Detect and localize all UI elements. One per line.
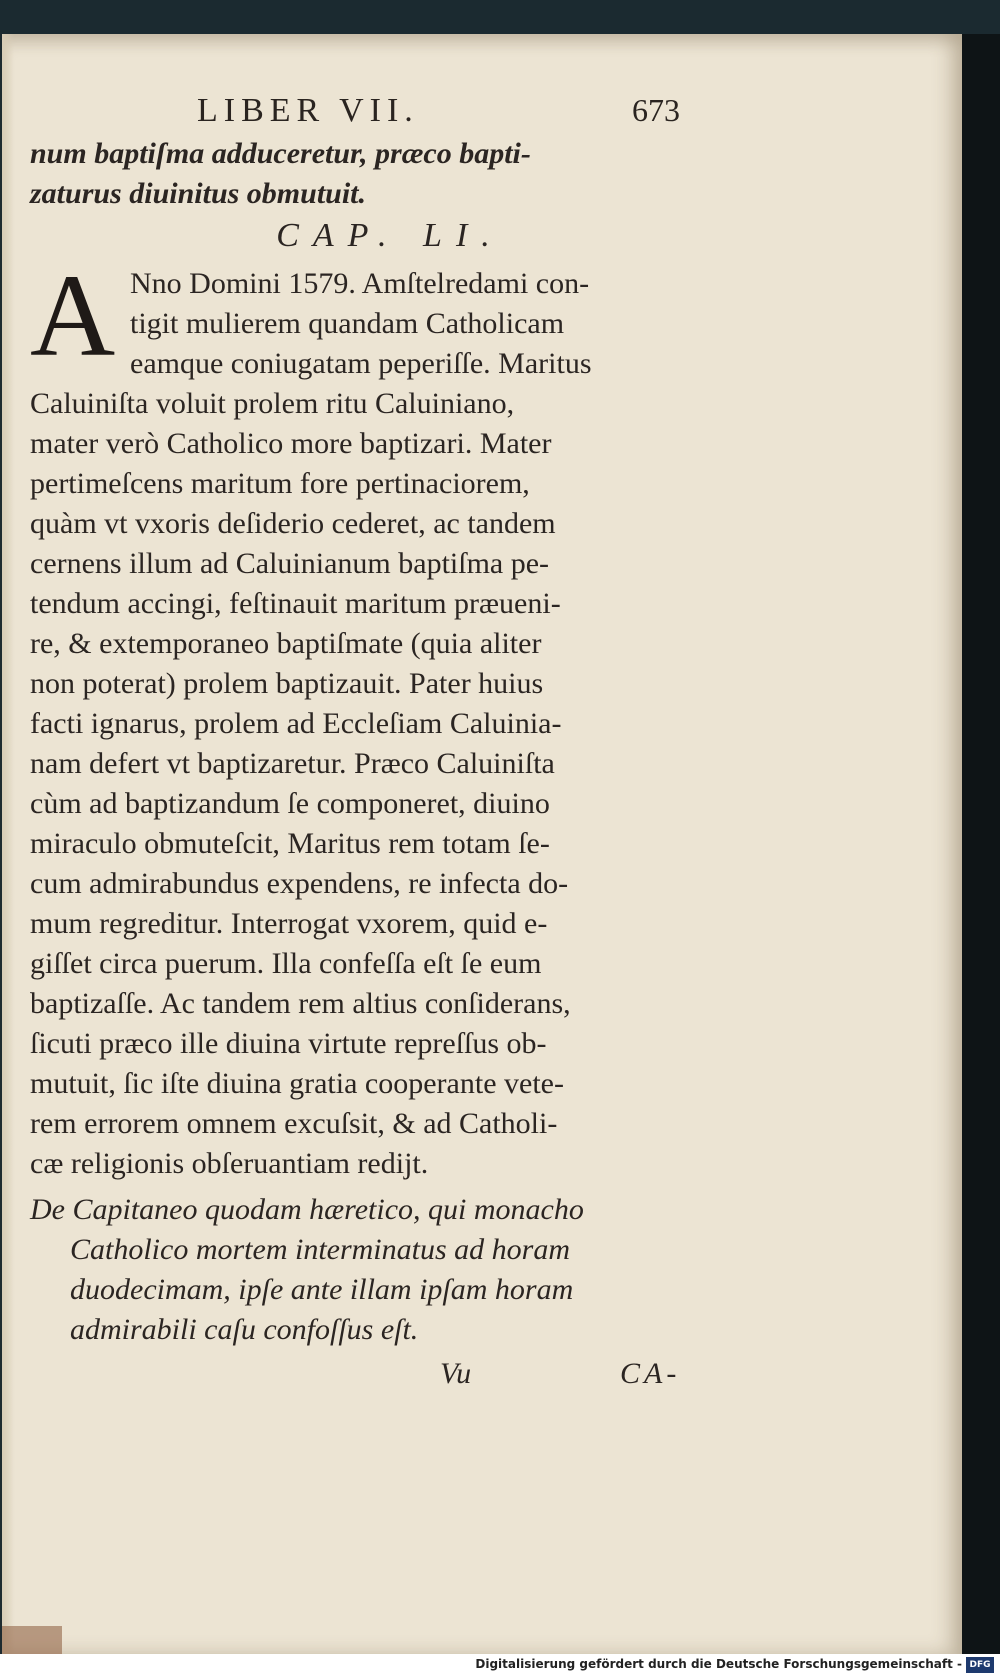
page-gutter-shadow	[2, 34, 14, 1654]
catchwords	[30, 1354, 710, 1398]
body-line: pertimeſcens maritum fore pertinaciorem,	[30, 467, 530, 500]
continued-chapter-title	[30, 134, 710, 214]
title-line: admirabili caſu confoſſus eſt.	[70, 1313, 419, 1346]
title-line: num baptiſma adduceretur, præco bapti-	[30, 137, 531, 170]
body-line: re, & extemporaneo baptiſmate (quia aliter	[30, 627, 542, 660]
body-line: giſſet circa puerum. Illa confeſſa eſt ſe eum	[30, 947, 542, 980]
book-page	[2, 34, 962, 1654]
body-line: cernens illum ad Caluinianum baptiſma pe-	[30, 547, 550, 580]
title-line: duodecimam, ipſe ante illam ipſam horam	[70, 1273, 574, 1306]
scan-background-top	[0, 0, 1000, 34]
body-line: mater verò Catholico more baptizari. Mater	[30, 427, 552, 460]
body-line: miraculo obmuteſcit, Maritus rem totam ſe-	[30, 827, 550, 860]
body-line: baptizaſſe. Ac tandem rem altius conſiderans,	[30, 987, 571, 1020]
body-line: mum regreditur. Interrogat vxorem, quid e-	[30, 907, 548, 940]
scan-background-right	[960, 34, 1000, 1654]
dfg-logo-icon: DFG	[966, 1657, 994, 1673]
chapter-body	[30, 250, 710, 1184]
body-line: Caluiniſta voluit prolem ritu Caluiniano,	[30, 387, 515, 420]
body-line: Nno Domini 1579. Amſtelredami con-	[130, 267, 590, 300]
signature-mark: Vu	[440, 1357, 472, 1390]
digitization-footer	[0, 1654, 1000, 1677]
page-stain	[2, 1626, 62, 1654]
body-line: nam defert vt baptizaretur. Præco Caluiniſta	[30, 747, 555, 780]
title-line: De Capitaneo quodam hæretico, qui monacho	[30, 1193, 584, 1226]
page-number: 673	[632, 92, 680, 128]
title-line: zaturus diuinitus obmutuit.	[30, 177, 367, 210]
body-line: tendum accingi, feſtinauit maritum præueni-	[30, 587, 561, 620]
title-line: Catholico mortem interminatus ad horam	[70, 1233, 570, 1266]
body-line: cùm ad baptizandum ſe componeret, diuino	[30, 787, 550, 820]
body-line: mutuit, ſic iſte diuina gratia cooperante vete-	[30, 1067, 564, 1100]
drop-cap-initial: A	[30, 250, 116, 381]
body-line: cum admirabundus expendens, re infecta do-	[30, 867, 569, 900]
footer-credit: Digitalisierung gefördert durch die Deutsche Forschungsgemeinschaft -	[475, 1657, 962, 1671]
body-line: quàm vt vxoris deſiderio cederet, ac tandem	[30, 507, 556, 540]
running-head: LIBER VII.	[197, 92, 419, 129]
body-line: cæ religionis obſeruantiam redijt.	[30, 1147, 429, 1180]
catchword: CA-	[620, 1357, 681, 1390]
page-text	[30, 134, 710, 1398]
body-line: facti ignarus, prolem ad Eccleſiam Caluinia-	[30, 707, 562, 740]
body-line: tigit mulierem quandam Catholicam	[130, 307, 565, 340]
body-line: rem errorem omnem excuſsit, & ad Catholi-	[30, 1107, 558, 1140]
next-chapter-title	[30, 1190, 710, 1350]
body-line: ſicuti præco ille diuina virtute repreſſus ob-	[30, 1027, 547, 1060]
chapter-heading: CAP. LI.	[276, 217, 504, 254]
body-line: non poterat) prolem baptizauit. Pater huius	[30, 667, 544, 700]
page-header	[2, 92, 962, 136]
body-line: eamque coniugatam peperiſſe. Maritus	[130, 347, 592, 380]
